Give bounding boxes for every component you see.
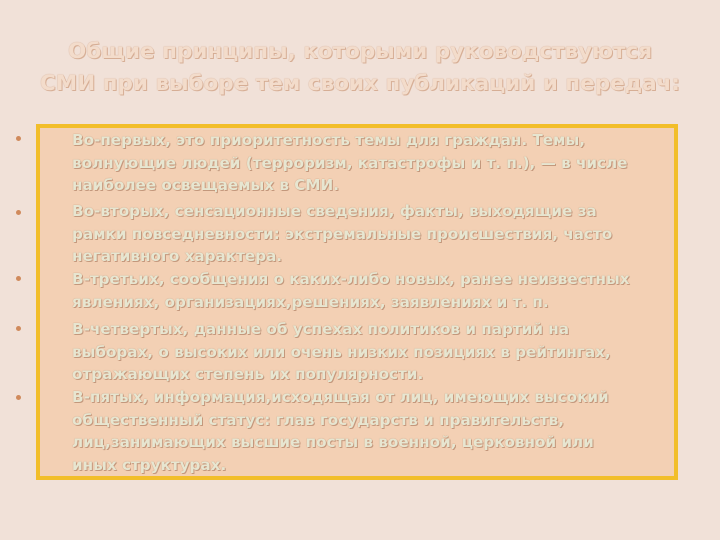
list-item-line: наиболее освещаемых в СМИ. bbox=[72, 176, 339, 194]
bullet-dot-icon bbox=[16, 136, 21, 141]
list-item-line: общественный статус: глав государств и правительств, bbox=[72, 410, 564, 429]
list-item-line: Во-первых, это приоритетность темы для граждан. Темы, bbox=[72, 131, 585, 149]
list-item-line: явлениях, организациях,решениях, заявлениях и т. п. bbox=[72, 292, 549, 311]
list-item-text bbox=[72, 129, 672, 197]
list-item-line: негативного характера. bbox=[72, 247, 283, 265]
content-box bbox=[36, 124, 678, 480]
list-item-text bbox=[72, 268, 672, 313]
list-item-line: рамки повседневности: экстремальные происшествия, часто bbox=[72, 224, 613, 243]
title-line-2: СМИ при выборе тем своих публикаций и передач: bbox=[40, 71, 680, 96]
slide-title bbox=[20, 36, 700, 100]
title-line-1: Общие принципы, которыми руководствуются bbox=[67, 39, 653, 64]
list-item-line: В-третьих, сообщения о каких-либо новых, ранее неизвестных bbox=[72, 270, 630, 288]
list-item-line: волнующие людей (терроризм, катастрофы и т. п.), — в числе bbox=[72, 153, 628, 172]
list-item-line: В-четвертых, данные об успехах политиков и партий на bbox=[72, 320, 569, 338]
list-item-line: отражающих степень их популярности. bbox=[72, 365, 424, 383]
bullet-dot-icon bbox=[16, 395, 21, 400]
bullet-dot-icon bbox=[16, 276, 21, 281]
bullet-dot-icon bbox=[16, 326, 21, 331]
list-item-line: иных структурах. bbox=[72, 455, 227, 474]
list-item-line: лиц,занимающих высшие посты в военной, церковной или bbox=[72, 433, 594, 451]
list-item-line: В-пятых, информация,исходящая от лиц, имеющих высокий bbox=[72, 388, 609, 406]
list-item-text bbox=[72, 318, 672, 386]
list-item-text bbox=[72, 386, 672, 476]
bullet-dot-icon bbox=[16, 210, 21, 215]
list-item-line: Во-вторых, сенсационные сведения, факты, выходящие за bbox=[72, 202, 597, 220]
list-item-line: выборах, о высоких или очень низких позициях в рейтингах, bbox=[72, 342, 611, 361]
list-item-text bbox=[72, 200, 672, 268]
